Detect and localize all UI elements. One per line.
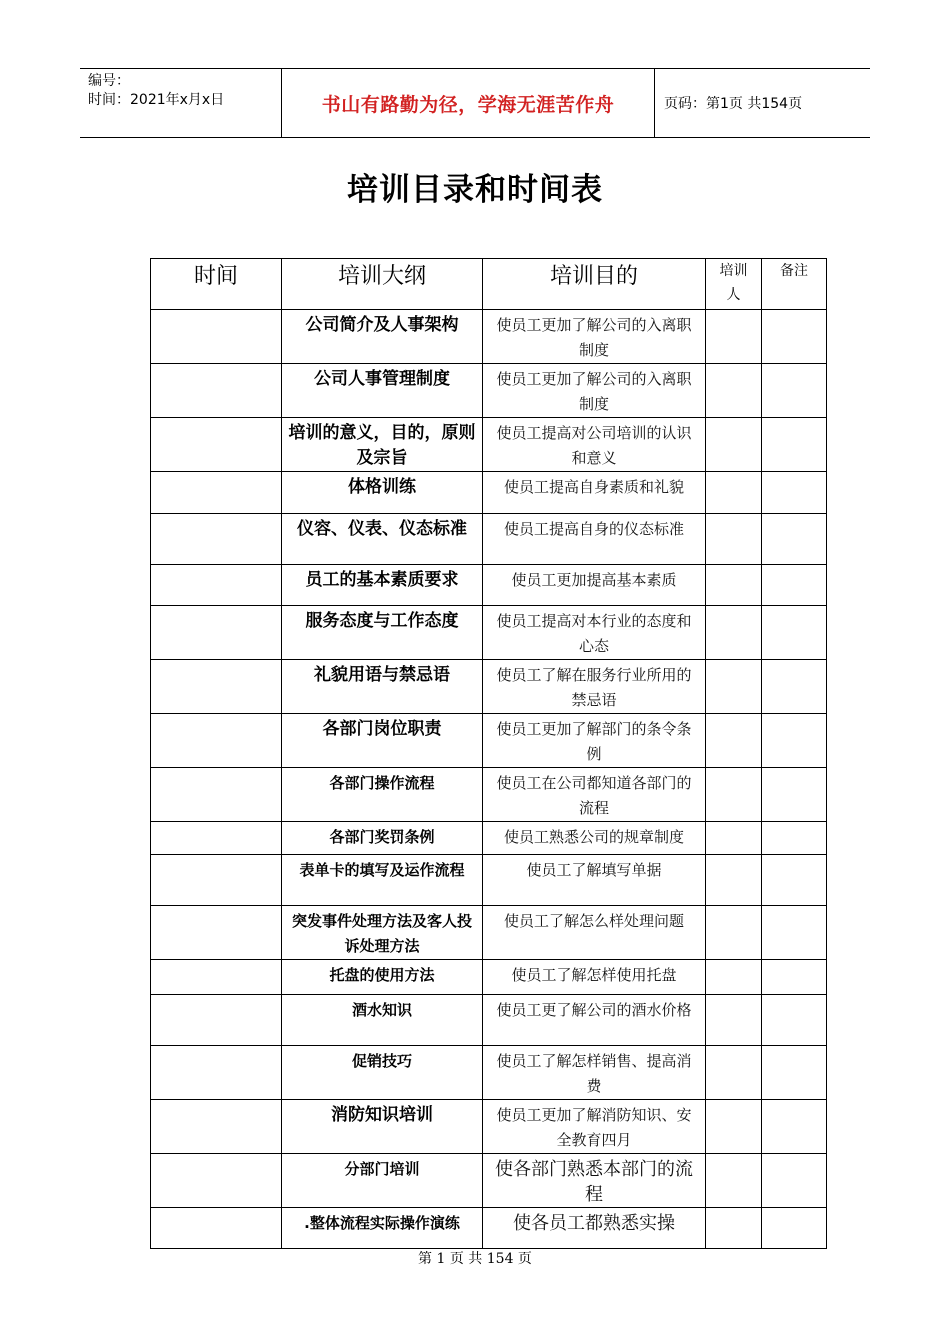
- cell-purpose: [483, 995, 706, 1046]
- cell-purpose: [483, 660, 706, 714]
- table-row: [151, 995, 827, 1046]
- cell-purpose: [483, 960, 706, 995]
- table-row: [151, 660, 827, 714]
- table-row: [151, 906, 827, 960]
- outline-text: 公司人事管理制度: [314, 369, 450, 389]
- outline-text: 分部门培训: [344, 1160, 420, 1178]
- outline-text: 突发事件处理方法及客人投诉处理方法: [291, 912, 472, 955]
- purpose-text: 使员工提高自身素质和礼貌: [503, 478, 684, 496]
- table-row: [151, 1100, 827, 1154]
- cell-time: [151, 906, 282, 960]
- outline-text: 消防知识培训: [331, 1105, 433, 1125]
- table-row: [151, 1154, 827, 1208]
- cell-notes: [762, 960, 827, 995]
- cell-time: [151, 768, 282, 822]
- table-row: [151, 855, 827, 906]
- outline-text: 各部门操作流程: [329, 774, 435, 792]
- table-row: [151, 768, 827, 822]
- cell-notes: [762, 310, 827, 364]
- cell-outline: [282, 565, 483, 606]
- cell-trainer: [706, 960, 762, 995]
- cell-outline: [282, 960, 483, 995]
- header-trainer: [706, 259, 762, 310]
- cell-outline: [282, 606, 483, 660]
- page-footer: 第 1 页 共 154 页: [418, 1251, 532, 1267]
- cell-time: [151, 960, 282, 995]
- header-outline: 培训大纲: [282, 259, 483, 310]
- cell-time: [151, 1046, 282, 1100]
- header-purpose: 培训目的: [483, 259, 706, 310]
- cell-outline: [282, 1208, 483, 1249]
- cell-time: [151, 660, 282, 714]
- cell-outline: [282, 660, 483, 714]
- table-row: [151, 606, 827, 660]
- cell-outline: [282, 995, 483, 1046]
- outline-text: 礼貌用语与禁忌语: [314, 665, 450, 685]
- outline-text: 体格训练: [348, 477, 416, 497]
- header-divider: [654, 69, 655, 137]
- cell-outline: [282, 714, 483, 768]
- purpose-text: 使员工了解填写单据: [526, 861, 662, 879]
- cell-trainer: [706, 472, 762, 514]
- cell-trainer: [706, 565, 762, 606]
- cell-outline: [282, 364, 483, 418]
- cell-purpose: [483, 855, 706, 906]
- cell-purpose: [483, 1100, 706, 1154]
- purpose-text: 使员工更加了解公司的入离职制度: [496, 370, 692, 413]
- cell-outline: [282, 822, 483, 855]
- training-schedule-table: [150, 258, 827, 1249]
- table-row: [151, 1046, 827, 1100]
- cell-purpose: [483, 310, 706, 364]
- outline-text: 各部门奖罚条例: [329, 828, 435, 846]
- table-row: [151, 310, 827, 364]
- header-trainer-label: 培训人: [719, 263, 748, 303]
- purpose-text: 使员工了解在服务行业所用的禁忌语: [496, 666, 692, 709]
- purpose-text: 使员工在公司都知道各部门的流程: [496, 774, 692, 817]
- table-row: [151, 418, 827, 472]
- cell-notes: [762, 1154, 827, 1208]
- cell-time: [151, 364, 282, 418]
- cell-time: [151, 472, 282, 514]
- cell-purpose: [483, 714, 706, 768]
- cell-notes: [762, 1208, 827, 1249]
- purpose-text: 使员工提高自身的仪态标准: [503, 520, 684, 538]
- cell-purpose: [483, 822, 706, 855]
- cell-purpose: [483, 1046, 706, 1100]
- cell-outline: [282, 514, 483, 565]
- cell-trainer: [706, 1208, 762, 1249]
- purpose-text: 使员工更加了解公司的入离职制度: [496, 316, 692, 359]
- cell-notes: [762, 472, 827, 514]
- cell-outline: [282, 472, 483, 514]
- cell-outline: [282, 855, 483, 906]
- purpose-text: 使员工了解怎样销售、提高消费: [496, 1052, 692, 1095]
- document-date: 时间：2021年x月x日: [88, 92, 225, 108]
- table-row: [151, 364, 827, 418]
- table-header-row: [151, 259, 827, 310]
- header-page-info: 页码：第1页 共154页: [664, 96, 803, 112]
- cell-purpose: [483, 1154, 706, 1208]
- cell-trainer: [706, 1046, 762, 1100]
- cell-purpose: [483, 1208, 706, 1249]
- cell-purpose: [483, 364, 706, 418]
- outline-text: 培训的意义，目的，原则及宗旨: [288, 423, 476, 468]
- table-row: [151, 565, 827, 606]
- table-row: [151, 714, 827, 768]
- purpose-text: 使各员工都熟悉实操: [513, 1213, 675, 1234]
- cell-time: [151, 310, 282, 364]
- cell-purpose: [483, 418, 706, 472]
- header-motto: 书山有路勤为径，学海无涯苦作舟: [321, 93, 615, 116]
- outline-text: 酒水知识: [351, 1001, 412, 1019]
- cell-trainer: [706, 714, 762, 768]
- outline-text: .整体流程实际操作演练: [304, 1214, 460, 1232]
- table-row: [151, 514, 827, 565]
- cell-trainer: [706, 1154, 762, 1208]
- cell-purpose: [483, 768, 706, 822]
- cell-outline: [282, 906, 483, 960]
- cell-time: [151, 606, 282, 660]
- cell-time: [151, 855, 282, 906]
- cell-notes: [762, 514, 827, 565]
- purpose-text: 使员工了解怎样使用托盘: [511, 966, 677, 984]
- cell-trainer: [706, 906, 762, 960]
- cell-time: [151, 714, 282, 768]
- cell-purpose: [483, 565, 706, 606]
- outline-text: 员工的基本素质要求: [305, 570, 459, 590]
- document-number-label: 编号：: [88, 73, 130, 89]
- cell-time: [151, 418, 282, 472]
- cell-outline: [282, 1100, 483, 1154]
- cell-time: [151, 995, 282, 1046]
- cell-time: [151, 822, 282, 855]
- outline-text: 促销技巧: [351, 1052, 412, 1070]
- cell-time: [151, 565, 282, 606]
- cell-trainer: [706, 310, 762, 364]
- cell-trainer: [706, 1100, 762, 1154]
- purpose-text: 使员工更了解公司的酒水价格: [496, 1001, 692, 1019]
- cell-notes: [762, 1100, 827, 1154]
- cell-trainer: [706, 768, 762, 822]
- cell-notes: [762, 364, 827, 418]
- cell-purpose: [483, 606, 706, 660]
- header-time: 时间: [151, 259, 282, 310]
- cell-purpose: [483, 906, 706, 960]
- cell-time: [151, 514, 282, 565]
- cell-outline: [282, 768, 483, 822]
- purpose-text: 使各部门熟悉本部门的流程: [495, 1159, 693, 1205]
- cell-notes: [762, 768, 827, 822]
- outline-text: 托盘的使用方法: [329, 966, 435, 984]
- cell-time: [151, 1208, 282, 1249]
- purpose-text: 使员工熟悉公司的规章制度: [503, 828, 684, 846]
- cell-notes: [762, 714, 827, 768]
- cell-outline: [282, 1046, 483, 1100]
- cell-trainer: [706, 855, 762, 906]
- cell-trainer: [706, 364, 762, 418]
- cell-notes: [762, 906, 827, 960]
- cell-notes: [762, 1046, 827, 1100]
- header-notes: 备注: [762, 259, 827, 310]
- cell-notes: [762, 995, 827, 1046]
- purpose-text: 使员工了解怎么样处理问题: [503, 912, 684, 930]
- cell-trainer: [706, 606, 762, 660]
- table-row: [151, 1208, 827, 1249]
- purpose-text: 使员工更加了解消防知识、安全教育四月: [496, 1106, 692, 1149]
- table-row: [151, 472, 827, 514]
- cell-outline: [282, 310, 483, 364]
- cell-outline: [282, 418, 483, 472]
- outline-text: 服务态度与工作态度: [305, 611, 459, 631]
- cell-purpose: [483, 472, 706, 514]
- table-row: [151, 960, 827, 995]
- cell-trainer: [706, 660, 762, 714]
- outline-text: 仪容、仪表、仪态标准: [297, 519, 467, 539]
- cell-notes: [762, 418, 827, 472]
- outline-text: 表单卡的填写及运作流程: [299, 861, 465, 879]
- cell-notes: [762, 660, 827, 714]
- cell-notes: [762, 606, 827, 660]
- cell-outline: [282, 1154, 483, 1208]
- cell-trainer: [706, 995, 762, 1046]
- purpose-text: 使员工更加了解部门的条令条例: [496, 720, 692, 763]
- cell-notes: [762, 855, 827, 906]
- cell-time: [151, 1100, 282, 1154]
- cell-purpose: [483, 514, 706, 565]
- table-row: [151, 822, 827, 855]
- purpose-text: 使员工更加提高基本素质: [511, 571, 677, 589]
- cell-trainer: [706, 822, 762, 855]
- purpose-text: 使员工提高对公司培训的认识和意义: [496, 424, 692, 467]
- cell-notes: [762, 822, 827, 855]
- purpose-text: 使员工提高对本行业的态度和心态: [496, 612, 692, 655]
- cell-notes: [762, 565, 827, 606]
- cell-trainer: [706, 418, 762, 472]
- outline-text: 各部门岗位职责: [322, 719, 442, 739]
- page-header: [80, 68, 870, 138]
- page-title: 培训目录和时间表: [347, 172, 603, 208]
- header-meta: [88, 72, 224, 110]
- cell-trainer: [706, 514, 762, 565]
- cell-time: [151, 1154, 282, 1208]
- outline-text: 公司简介及人事架构: [305, 315, 459, 335]
